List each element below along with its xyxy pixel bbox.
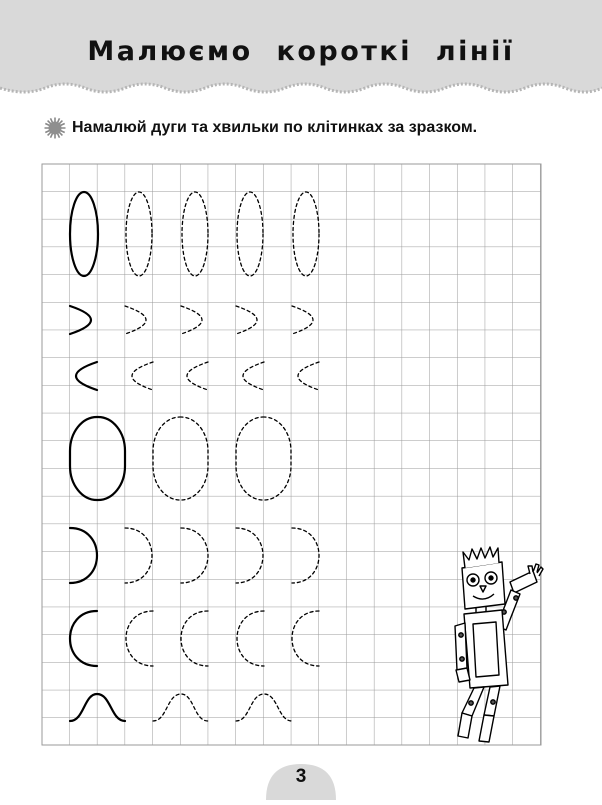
- page-title: Малюємо короткі лінії: [87, 36, 515, 67]
- instruction-text: Намалюй дуги та хвильки по клітинках за зразком.: [72, 119, 478, 136]
- page-number-badge: [262, 760, 340, 800]
- page-number: 3: [295, 766, 307, 787]
